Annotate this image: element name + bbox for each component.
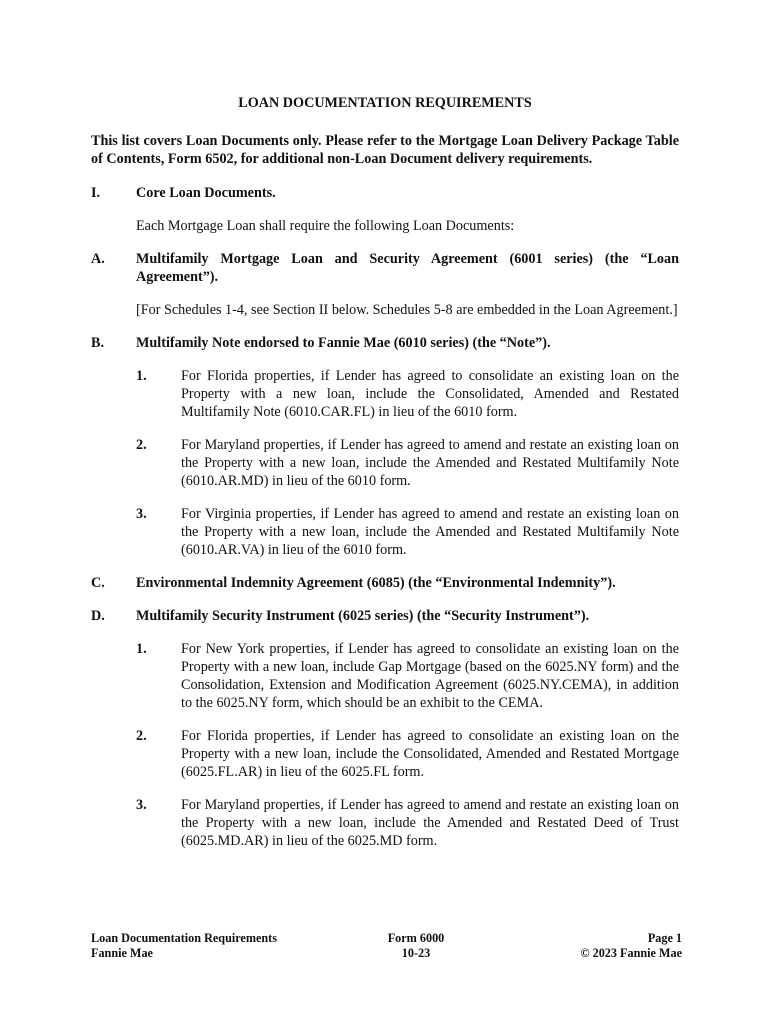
item-d-sub-2-text: For Florida properties, if Lender has agreed to consolidate an existing loan on the Property with a new loan, include the Consolidated, Amended and Restated Mortgage (6025.FL.AR) in lieu of the 6025.FL form. <box>181 728 679 780</box>
item-b-label: B. <box>91 335 105 351</box>
item-d <box>91 607 679 625</box>
footer-center <box>351 931 481 961</box>
section-i-heading: Core Loan Documents. <box>136 185 276 201</box>
item-d-sub-1-label: 1. <box>136 641 147 657</box>
item-d-sub-3-label: 3. <box>136 797 147 813</box>
item-d-sub-1 <box>91 640 679 712</box>
section-i-body <box>91 217 679 235</box>
footer-form-number: Form 6000 <box>387 931 445 945</box>
item-d-sub-1-text: For New York properties, if Lender has agreed to consolidate an existing loan on the Property with a new loan, include Gap Mortgage (based on the 6025.NY form) and the Consolidation, Extension and Modification Agreement (6025.NY.CEMA), in addition to the 6025.NY form, which should be an exhibit to the CEMA. <box>181 641 679 711</box>
section-i-label: I. <box>91 185 101 201</box>
item-b-sub-1 <box>91 367 679 421</box>
item-c <box>91 574 679 592</box>
item-b-sub-2-text: For Maryland properties, if Lender has agreed to amend and restate an existing loan on the Property with a new loan, include the Amended and Restated Multifamily Note (6010.AR.MD) in lieu of the 6010 form. <box>181 437 679 489</box>
footer-right <box>580 931 682 961</box>
item-b-sub-1-label: 1. <box>136 368 147 384</box>
footer-doc-title: Loan Documentation Requirements <box>91 931 277 945</box>
footer-form-date: 10-23 <box>401 946 431 960</box>
section-i-body-text: Each Mortgage Loan shall require the following Loan Documents: <box>136 218 515 234</box>
item-b-sub-3 <box>91 505 679 559</box>
item-a <box>91 250 679 286</box>
footer-copyright: © 2023 Fannie Mae <box>580 946 682 960</box>
item-c-heading: Environmental Indemnity Agreement (6085) (the “Environmental Indemnity”). <box>136 575 616 591</box>
footer-org: Fannie Mae <box>91 946 153 960</box>
item-d-sub-3-text: For Maryland properties, if Lender has agreed to amend and restate an existing loan on the Property with a new loan, include the Amended and Restated Deed of Trust (6025.MD.AR) in lieu of the 6025.MD form. <box>181 797 679 849</box>
item-d-label: D. <box>91 608 105 624</box>
page-title: LOAN DOCUMENTATION REQUIREMENTS <box>238 95 532 111</box>
item-b-sub-3-text: For Virginia properties, if Lender has agreed to amend and restate an existing loan on the Property with a new loan, include the Amended and Restated Multifamily Note (6010.AR.VA) in lieu of the 6010 form. <box>181 506 679 558</box>
item-a-heading: Multifamily Mortgage Loan and Security Agreement (6001 series) (the “Loan Agreement”). <box>136 251 679 285</box>
item-d-sub-2 <box>91 727 679 781</box>
item-d-heading: Multifamily Security Instrument (6025 series) (the “Security Instrument”). <box>136 608 590 624</box>
item-d-sub-3 <box>91 796 679 850</box>
item-b-sub-3-label: 3. <box>136 506 147 522</box>
item-c-label: C. <box>91 575 105 591</box>
item-b-sub-2 <box>91 436 679 490</box>
footer-page-number: Page 1 <box>647 931 682 945</box>
footer-left <box>91 931 277 961</box>
document-page <box>91 94 679 865</box>
section-i <box>91 184 679 202</box>
item-a-note <box>91 301 679 319</box>
item-d-sub-2-label: 2. <box>136 728 147 744</box>
item-b-sub-2-label: 2. <box>136 437 147 453</box>
intro-paragraph: This list covers Loan Documents only. Please refer to the Mortgage Loan Delivery Package Table of Contents, Form 6502, for additional non-Loan Document delivery requirements. <box>91 133 679 167</box>
item-b-heading: Multifamily Note endorsed to Fannie Mae (6010 series) (the “Note”). <box>136 335 551 351</box>
item-a-label: A. <box>91 251 105 267</box>
item-b <box>91 334 679 352</box>
item-b-sub-1-text: For Florida properties, if Lender has agreed to consolidate an existing loan on the Property with a new loan, include the Consolidated, Amended and Restated Multifamily Note (6010.CAR.FL) in lieu of the 6010 form. <box>181 368 679 420</box>
item-a-note-text: [For Schedules 1-4, see Section II below. Schedules 5-8 are embedded in the Loan Agreement.] <box>136 302 678 318</box>
